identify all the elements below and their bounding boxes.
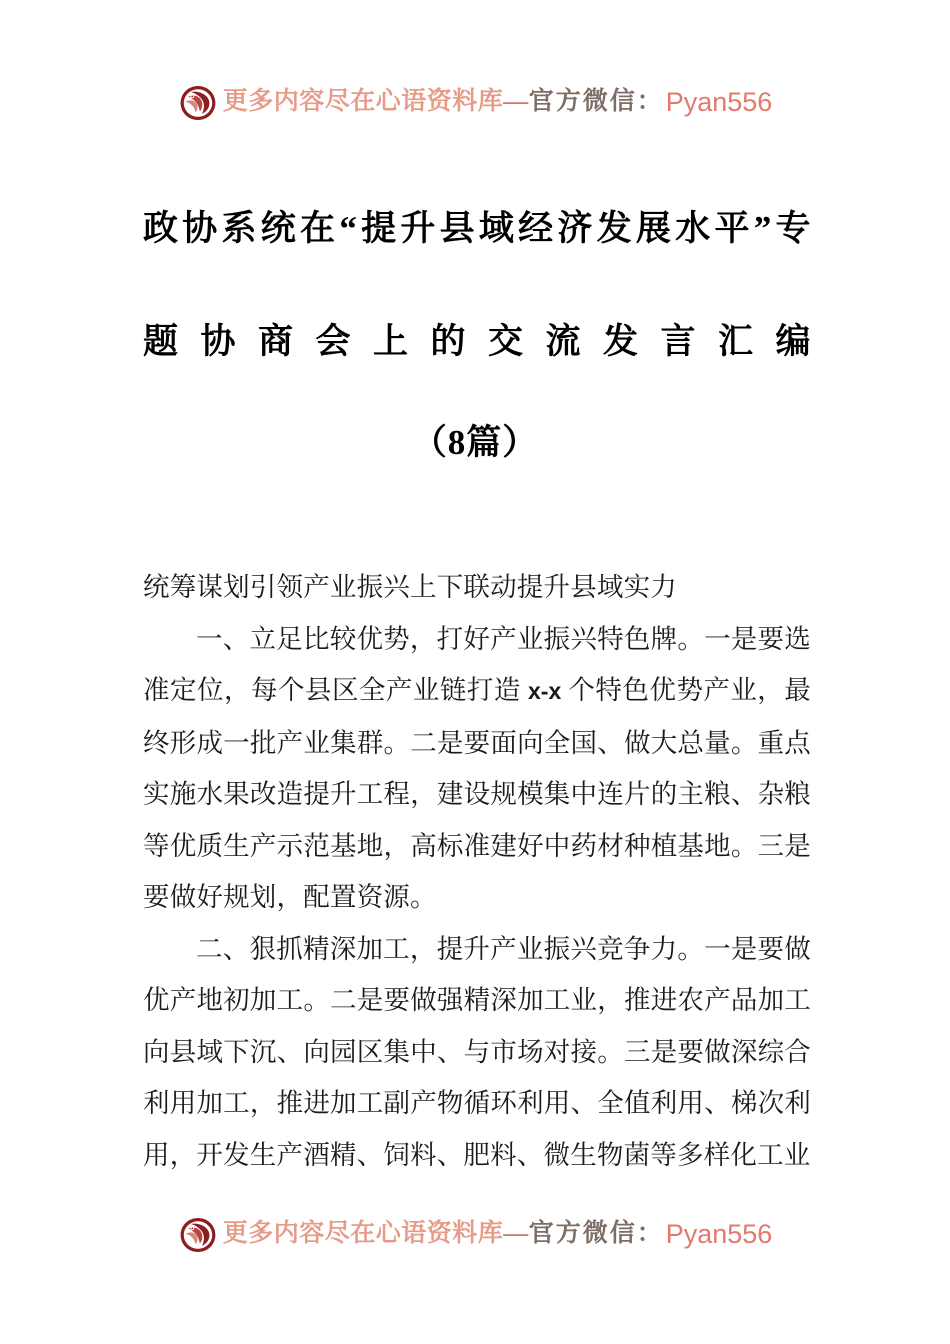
watermark-library-text: 更多内容尽在心语资料库 [222,88,504,115]
footer-watermark [0,1214,950,1254]
paragraph-1-placeholder-value: x-x [528,678,562,704]
watermark-wechat-label: 官方微信： [528,1220,664,1247]
watermark-dash: — [503,1220,529,1247]
paragraph-1-text-before: 一、立足比较优势，打好产业振兴特色牌。一是要选准定位，每个县区全产业链打造 [143,623,811,705]
watermark-library-text: 更多内容尽在心语资料库 [222,1220,504,1247]
koi-fish-logo-icon [178,1215,218,1255]
section-heading: 统筹谋划引领产业振兴上下联动提升县域实力 [143,572,677,602]
watermark-wechat-id: Pyan556 [665,87,773,117]
page-title-line-2: 题协商会上的交流发言汇编 [143,322,811,361]
page-title [143,172,811,398]
watermark-wechat-id: Pyan556 [665,1219,773,1249]
page-subtitle: （8篇） [411,423,539,462]
watermark-wechat-label: 官方微信： [528,88,664,115]
paragraph-1 [143,614,811,924]
paragraph-1-text-after: 个特色优势产业，最终形成一批产业集群。二是要面向全国、做大总量。重点实施水果改造提升工程，建设规模集中连片的主粮、杂粮等优质生产示范基地，高标准建好中药材种植基地。三是要做好规划，配置资源。 [143,675,811,912]
document-body [143,562,811,1181]
page-title-line-1: 政协系统在“提升县域经济发展水平”专 [143,209,811,248]
watermark-dash: — [503,88,529,115]
paragraph-2: 二、狠抓精深加工，提升产业振兴竞争力。一是要做优产地初加工。二是要做强精深加工业，推进农产品加工向县域下沉、向园区集中、与市场对接。三是要做深综合利用加工，推进加工副产物循环利用、全值利用、梯次利用，开发生产酒精、饲料、肥料、微生物菌等多样化工业 [143,933,811,1170]
